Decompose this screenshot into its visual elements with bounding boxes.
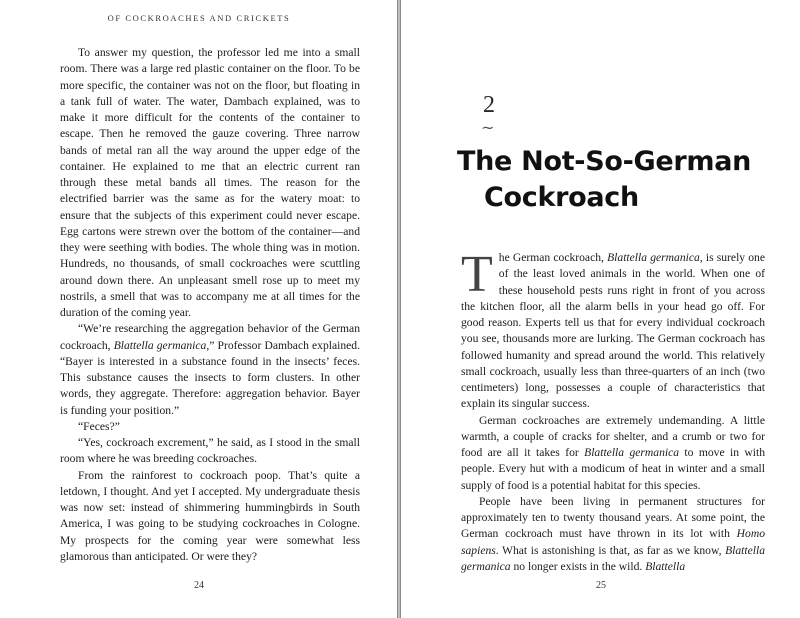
paragraph-1: To answer my question, the professor led me into a small room. There was a large red plastic container on the floor. To be more specific, the container was not on the floor, but floating in a tank full of water. The water, Dambach explained, was to make it more difficult for the contents of the container to escape. Then he removed the gauze covering. Three narrow bands of metal ran all the way around the upper edge of the container. He explained to me that an electric current ran through these metal bands all times. The reason for the electrified barrier was the same as for the watery moat: to ensure that the subjects of this experiment could never escape. Egg cartons were strewn over the bottom of the container—and they were seething with bodies. The whole thing was in motion. Hundreds, no thousands, of small cockroaches were scuttling around down there. An unpleasant smell rose up to meet my nostrils, a smell that was to accompany me at all times for the duration of the coming year. xyxy=(60,46,360,319)
species-name: Blattella germanica xyxy=(461,543,765,573)
text-run: , is surely one of the least loved animals in the world. When one of these household pests runs right in front of you across the kitchen floor, all the alarm bells in your head go off. For good reason. Experts tell us that for every individual cockroach you see, thousands more are lurking. The German cockroach has followed humanity and spread around the world. This relatively small cockroach, usually less than three-quarters of an inch (two centimeters) long, possesses a couple of characteristics that explain its singular success. xyxy=(461,251,765,411)
paragraph-1 xyxy=(461,246,765,413)
chapter-ornament-icon: ~ xyxy=(481,118,495,137)
drop-cap: T xyxy=(461,246,493,303)
species-name: Blattella germanica xyxy=(113,338,207,352)
page-number-right: 25 xyxy=(596,580,606,591)
text-run: . What is astonishing is that, as far as we know, xyxy=(495,543,726,557)
text-run: he German cockroach, xyxy=(498,251,608,264)
paragraph-3 xyxy=(461,494,765,575)
paragraph-3: “Feces?” xyxy=(78,419,120,433)
species-name: Blattella xyxy=(645,559,686,573)
paragraph-4: “Yes, cockroach excrement,” he said, as I stood in the small room where he was breeding cockroaches. xyxy=(60,436,360,466)
species-name: Blattella germanica xyxy=(607,251,700,264)
paragraph-2-lead: “We’re researching the aggregation behavior of the German cockroach, xyxy=(60,322,360,352)
species-name: Blattella germanica xyxy=(584,446,680,459)
right-page xyxy=(400,0,800,618)
text-run: People have been living in permanent structures for approximately ten to twenty thousand years. At some point, the German cockroach must have thrown in its lot with xyxy=(461,494,765,541)
paragraph-5: From the rainforest to cockroach poop. That’s quite a letdown, I thought. And yet I accepted. My undergraduate thesis was now set: instead of shimmering hummingbirds in South America, I was going to be studying cockroaches in Cologne. My prospects for the coming year were somewhat less glamorous than anticipated. Or were they? xyxy=(60,468,360,563)
right-body-text xyxy=(461,246,765,575)
text-run: to move in with people. Every hut with a modicum of heat in winter and a small supply of food is a potential habitat for this species. xyxy=(461,446,765,492)
left-page xyxy=(0,0,398,618)
paragraph-2 xyxy=(60,321,360,419)
paragraph-2-tail: ,” Professor Dambach explained. “Bayer is interested in a substance found in the insects’ feces. This substance causes the insects to form clusters. In other words, they aggregate. Therefore: aggregation behavior. Bayer is funding your position.” xyxy=(60,338,360,417)
page-number-left: 24 xyxy=(194,580,204,591)
text-run: German cockroaches are extremely undemanding. A little warmth, a couple of cracks for shelter, and a crumb or two for food are all it takes for xyxy=(461,413,765,459)
chapter-title-line1: The Not-So-German xyxy=(457,146,752,177)
left-body-text xyxy=(60,45,360,565)
chapter-title-line2: Cockroach xyxy=(484,182,639,213)
chapter-number: 2 xyxy=(483,92,495,118)
text-run: no longer exists in the wild. xyxy=(510,559,646,573)
running-head: OF COCKROACHES AND CRICKETS xyxy=(107,13,291,23)
paragraph-2 xyxy=(461,413,765,494)
chapter-title xyxy=(457,144,777,216)
species-name: Homo sapiens xyxy=(461,527,765,557)
